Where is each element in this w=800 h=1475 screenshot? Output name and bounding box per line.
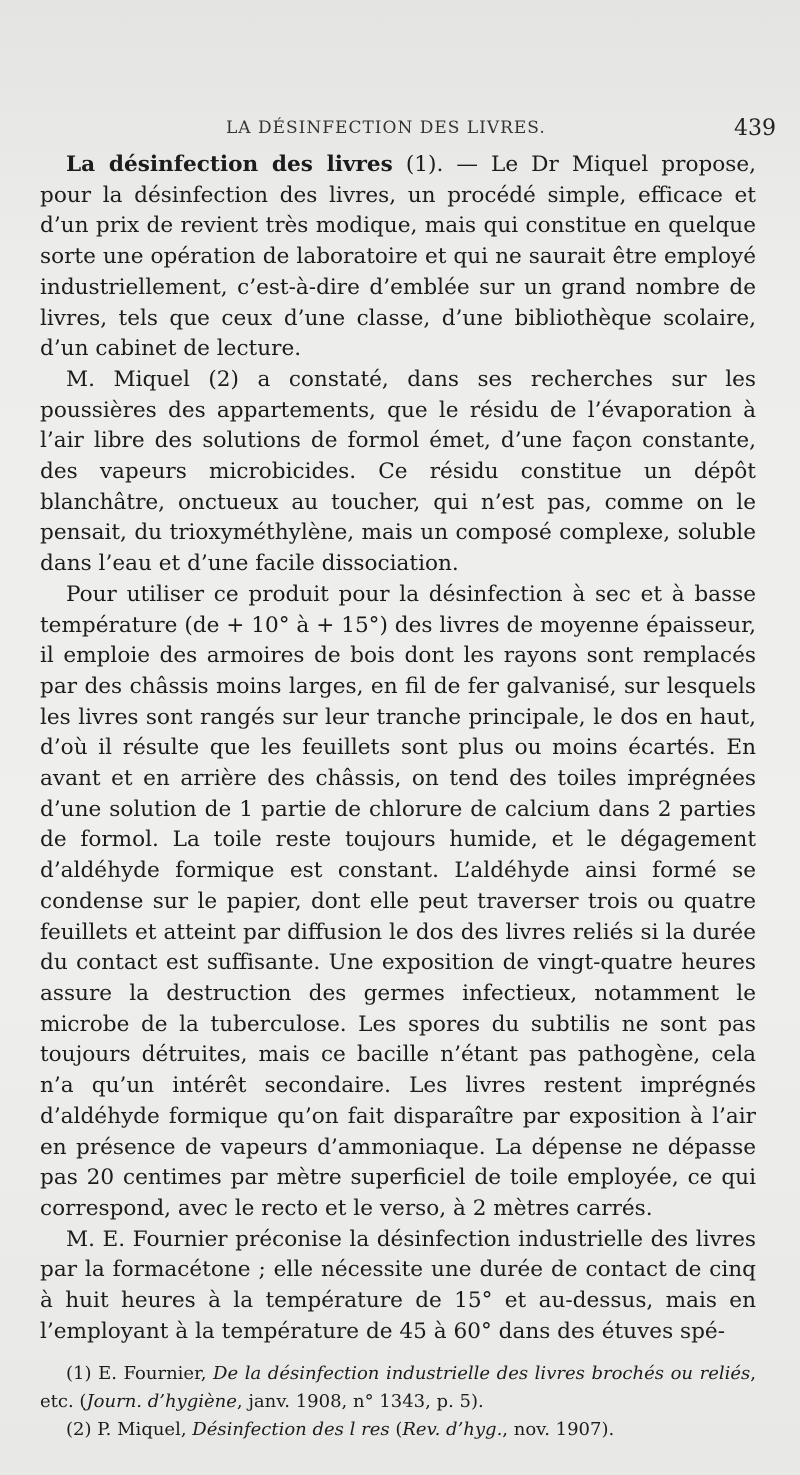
footnote-1-title: De la désinfection industrielle des livres brochés ou reliés (213, 1363, 751, 1384)
paragraph-4: M. E. Fournier préconise la désinfection industrielle des livres par la formacétone ; elle nécessite une durée de contact de cinq à huit heures à la température de 15° et au-dessus, mais en l’employant à la température de 45 à 60° dans des étuves spé- (40, 1226, 756, 1344)
footnote-1 (40, 1360, 756, 1416)
paragraph-1 (40, 150, 756, 365)
running-title: LA DÉSINFECTION DES LIVRES. (226, 118, 546, 138)
footnotes (40, 1360, 756, 1444)
paragraph-2: M. Miquel (2) a constaté, dans ses recherches sur les poussières des appartements, que le résidu de l’évaporation à l’air libre des solutions de formol émet, d’une façon constante, des vapeurs microbicides. Ce résidu constitue un dépôt blanchâtre, onctueux au toucher, qui n’est pas, comme on le pensait, du trioxyméthylène, mais un composé complexe, soluble dans l’eau et d’une facile dissociation. (40, 366, 756, 577)
footnote-2-tail: , nov. 1907). (502, 1419, 615, 1440)
page-header (40, 116, 776, 148)
page-number: 439 (734, 116, 776, 141)
title-note: (1). — (405, 152, 491, 177)
footnote-1-mid: , etc. ( (40, 1363, 756, 1412)
footnote-1-lead: (1) E. Fournier, (66, 1363, 214, 1384)
footnote-1-tail: , janv. 1908, n° 1343, p. 5). (236, 1391, 484, 1412)
article-title: La désinfection des livres (66, 152, 393, 177)
paragraph-1-text: Le Dr Miquel propose, pour la désinfection des livres, un procédé simple, efficace et d’un prix de revient très modique, mais qui constitue en quelque sorte une opération de laboratoire et qui ne saurait être employé industriellement, c’est-à-dire d’emblée sur un grand nombre de livres, tels que ceux d’une classe, d’une bibliothèque scolaire, d’un cabinet de lecture. (40, 152, 756, 362)
footnote-2-mid: ( (389, 1419, 403, 1440)
footnote-1-journal: Journ. d’hygiène (86, 1391, 237, 1412)
footnote-2-lead: (2) P. Miquel, (66, 1419, 193, 1440)
article-body (40, 150, 756, 1347)
footnote-2-journal: Rev. d’hyg. (402, 1419, 503, 1440)
footnote-2-title: Désinfection des l res (192, 1419, 390, 1440)
paragraph-3: Pour utiliser ce produit pour la désinfection à sec et à basse température (de + 10° à + 15°) des livres de moyenne épaisseur, il emploie des armoires de bois dont les rayons sont remplacés par des châssis moins larges, en fil de fer galvanisé, sur lesquels les livres sont rangés sur leur tranche principale, le dos en haut, d’où il résulte que les feuillets sont plus ou moins écartés. En avant et en arrière des châssis, on tend des toiles imprégnées d’une solution de 1 partie de chlorure de calcium dans 2 parties de formol. La toile reste toujours humide, et le dégagement d’aldéhyde formique est constant. L’aldéhyde ainsi formé se condense sur le papier, dont elle peut traverser trois ou quatre feuillets et atteint par diffusion le dos des livres reliés si la durée du contact est suffisante. Une exposition de vingt-quatre heures assure la destruction des germes infectieux, notamment le microbe de la tuberculose. Les spores du subtilis ne sont pas toujours détruites, mais ce bacille n’étant pas pathogène, cela n’a qu’un intérêt secondaire. Les livres restent imprégnés d’aldéhyde formique qu’on fait disparaître par exposition à l’air en présence de vapeurs d’ammoniaque. La dépense ne dépasse pas 20 centimes par mètre superficiel de toile employée, ce qui correspond, avec le recto et le verso, à 2 mètres carrés. (40, 581, 756, 1221)
footnote-2 (40, 1416, 756, 1444)
